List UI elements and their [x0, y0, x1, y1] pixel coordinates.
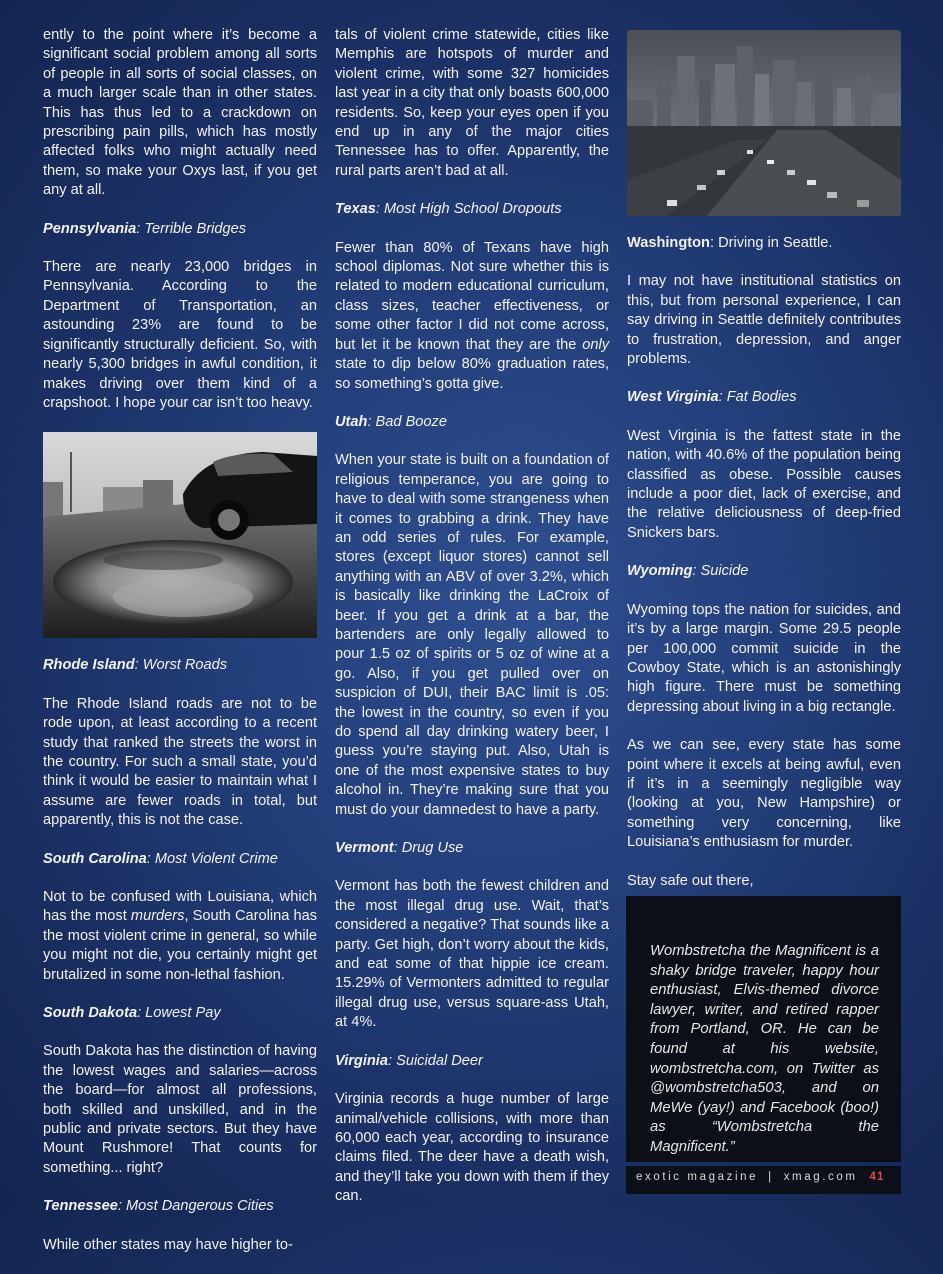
- section-body-west-virginia: West Virginia is the fattest state in the nation, with 40.6% of the population being classified as obese. Possible causes include a poor diet, lack of exercise, and the relative deliciousness of deep-fried Snickers bars.: [627, 427, 901, 541]
- continued-text: ently to the point where it’s become a significant social problem among all sorts of people in all sorts of social classes, on a much larger scale than in other states. This has thus led to a crackdown on prescribing pain pills, which has mostly affected folks who might actually need them, so make your Oxys last, if you get any at all.: [43, 27, 317, 199]
- section-body-pennsylvania: There are nearly 23,000 bridges in Pennsylvania. According to the Department of Transportation, an astounding 23% are found to be significantly structurally deficient. So, with nearly 5,300 bridges in awful condition, it makes driving over them kind of a crapshoot. I hope your car isn’t too heavy.: [43, 259, 317, 411]
- state-name: Utah: [335, 413, 368, 430]
- author-bio-box: [626, 896, 901, 1162]
- section-subtitle: Terrible Bridges: [144, 220, 247, 237]
- column-right: [627, 26, 901, 948]
- signoff: Stay safe out there,: [627, 872, 754, 889]
- state-name: Washington: [627, 235, 710, 251]
- body-text: state to dip below 80% graduation rates, so something’s gotta give.: [335, 356, 609, 392]
- state-name: Virginia: [335, 1052, 388, 1069]
- section-heading-vermont: Vermont: Drug Use: [335, 840, 464, 857]
- section-heading-tennessee: Tennessee: Most Dangerous Cities: [43, 1198, 274, 1215]
- state-name: Texas: [335, 201, 376, 218]
- section-heading-west-virginia: West Virginia: Fat Bodies: [627, 389, 797, 406]
- emphasis-text: murders: [130, 908, 185, 925]
- section-body-utah: When your state is built on a foundation of religious temperance, you are going to have to deal with some strangeness when it comes to grabbing a drink. They have an odd series of rules. For example, stores (except liquor stores) cannot sell anything with an ABV of over 3.2%, which is basically like drinking the LaCroix of beer. If you get a drink at a bar, the bartenders are only legally allowed to pour 1.5 oz of spirits or 5 oz of wine at a go. Also, if you get pulled over on suspicion of DUI, their BAC limit is .05: the lowest in the country, so even if you do spend all day drinking watery beer, I guess you’re staying put. Also, Utah is one of the most expensive states to buy alcohol in. They’re making sure that you must do your damnedest to have a party.: [335, 452, 609, 818]
- continued-text: tals of violent crime statewide, cities like Memphis are hotspots of murder and violent crime, with some 327 homicides last year in a city that only boasts 600,000 residents. So, keep your eyes open if you end up in any of the major cities Tennessee has to offer. Apparently, the rural parts aren’t bad at all.: [335, 27, 609, 179]
- section-body-washington: I may not have institutional statistics on this, but from personal experience, I can say driving in Seattle definitely contributes to frustration, depression, and anger problems.: [627, 273, 901, 368]
- section-subtitle: Most Dangerous Cities: [126, 1198, 274, 1215]
- pothole-road-photo: [43, 432, 317, 638]
- section-body-texas: [335, 239, 609, 394]
- state-name: Tennessee: [43, 1198, 118, 1215]
- body-text: Not to be confused with Louisiana, which has the most: [43, 888, 317, 925]
- section-body-south-carolina: [43, 888, 317, 985]
- state-name: South Dakota: [43, 1005, 138, 1021]
- section-subtitle: Most High School Dropouts: [383, 201, 562, 218]
- section-body-vermont: Vermont has both the fewest children and the most illegal drug use. Wait, that’s considered a negative? That sounds like a party. Get high, don’t worry about the kids, and eat some of that hippie ice cream. 15.29% of Vermonters admitted to regular illegal drug use, versus square-ass Utah, at 4%.: [335, 878, 609, 1031]
- footer-separator: |: [768, 1171, 774, 1183]
- section-body-virginia: Virginia records a huge number of large animal/vehicle collisions, with more than 60,000 each year, according to insurance claims filed. The deer have a death wish, and they’ll take you down with them if they can.: [335, 1091, 609, 1205]
- seattle-traffic-photo: [627, 30, 901, 216]
- section-subtitle: Suicidal Deer: [396, 1052, 483, 1069]
- section-heading-virginia: Virginia: Suicidal Deer: [335, 1052, 483, 1069]
- page-footer: [626, 1166, 901, 1194]
- section-heading-south-dakota: South Dakota: Lowest Pay: [43, 1005, 221, 1021]
- magazine-name: exotic magazine: [636, 1171, 759, 1183]
- section-subtitle: Most Violent Crime: [154, 850, 278, 867]
- column-left: [43, 26, 317, 1274]
- state-name: Vermont: [335, 840, 394, 857]
- state-name: Wyoming: [627, 563, 693, 580]
- section-heading-pennsylvania: Pennsylvania: Terrible Bridges: [43, 220, 247, 237]
- section-body-tennessee: While other states may have higher to-: [43, 1236, 293, 1253]
- section-subtitle: Worst Roads: [142, 657, 228, 674]
- website-link[interactable]: xmag.com: [783, 1171, 858, 1183]
- state-name: South Carolina: [43, 850, 147, 867]
- section-heading-wyoming: Wyoming: Suicide: [627, 563, 749, 580]
- state-name: Pennsylvania: [43, 220, 137, 237]
- column-middle: [335, 26, 609, 1226]
- body-text: Fewer than 80% of Texans have high school diplomas. Not sure whether this is related to modern educational curriculum, class sizes, teacher effectiveness, or some other factor I did not come across, but let it be known that they are the: [335, 239, 609, 353]
- section-heading-south-carolina: South Carolina: Most Violent Crime: [43, 850, 278, 867]
- author-bio-text: Wombstretcha the Magnificent is a shaky bridge traveler, happy hour enthusiast, Elvis-themed divorce lawyer, writer, and retired rapper from Portland, OR. He can be found at his website, wombstretcha.com, on Twitter as @wombstretcha503, and on MeWe (yay!) and Facebook (boo!) as “Wombstretcha the Magnificent.”: [650, 943, 879, 1155]
- emphasis-text: only: [582, 336, 609, 353]
- conclusion-paragraph: As we can see, every state has some point where it excels at being awful, even if it’s in a seemingly negligible way (looking at you, New Hampshire) or something very concerning, like Louisiana’s enthusiasm for murder.: [627, 737, 901, 851]
- section-subtitle: Drug Use: [401, 840, 464, 857]
- body-text: , South Carolina has the most violent crime in general, so while you might not die, you certainly might get brutalized in some non-lethal fashion.: [43, 908, 317, 983]
- section-subtitle: Lowest Pay: [145, 1005, 221, 1021]
- section-subtitle: Fat Bodies: [726, 389, 797, 406]
- section-subtitle: Suicide: [700, 563, 749, 580]
- section-heading-utah: Utah: Bad Booze: [335, 413, 447, 430]
- section-subtitle: Bad Booze: [375, 413, 447, 430]
- state-name: Rhode Island: [43, 657, 135, 674]
- section-heading-washington: Washington: Driving in Seattle.: [627, 235, 833, 251]
- section-subtitle: Driving in Seattle.: [718, 235, 833, 251]
- state-name: West Virginia: [627, 389, 719, 406]
- section-heading-texas: Texas: Most High School Dropouts: [335, 201, 562, 218]
- section-body-south-dakota: South Dakota has the distinction of having the lowest wages and salaries—across the board—for almost all professions, both skilled and unskilled, and in the public and private sectors. But they have Mount Rushmore! That counts for something... right?: [43, 1043, 317, 1176]
- section-heading-rhode-island: Rhode Island: Worst Roads: [43, 657, 228, 674]
- page-number: 41: [869, 1171, 885, 1183]
- section-body-rhode-island: The Rhode Island roads are not to be rode upon, at least according to a recent study that ranked the streets the worst in the country. For such a small state, you’d think it would be easier to maintain what I assume are fewer roads in total, but apparently, this is not the case.: [43, 695, 317, 829]
- section-body-wyoming: Wyoming tops the nation for suicides, and it’s by a large margin. Some 29.5 people per 100,000 commit suicide in the Cowboy State, which is an astonishingly high figure. There must be something depressing about living in a big rectangle.: [627, 601, 901, 715]
